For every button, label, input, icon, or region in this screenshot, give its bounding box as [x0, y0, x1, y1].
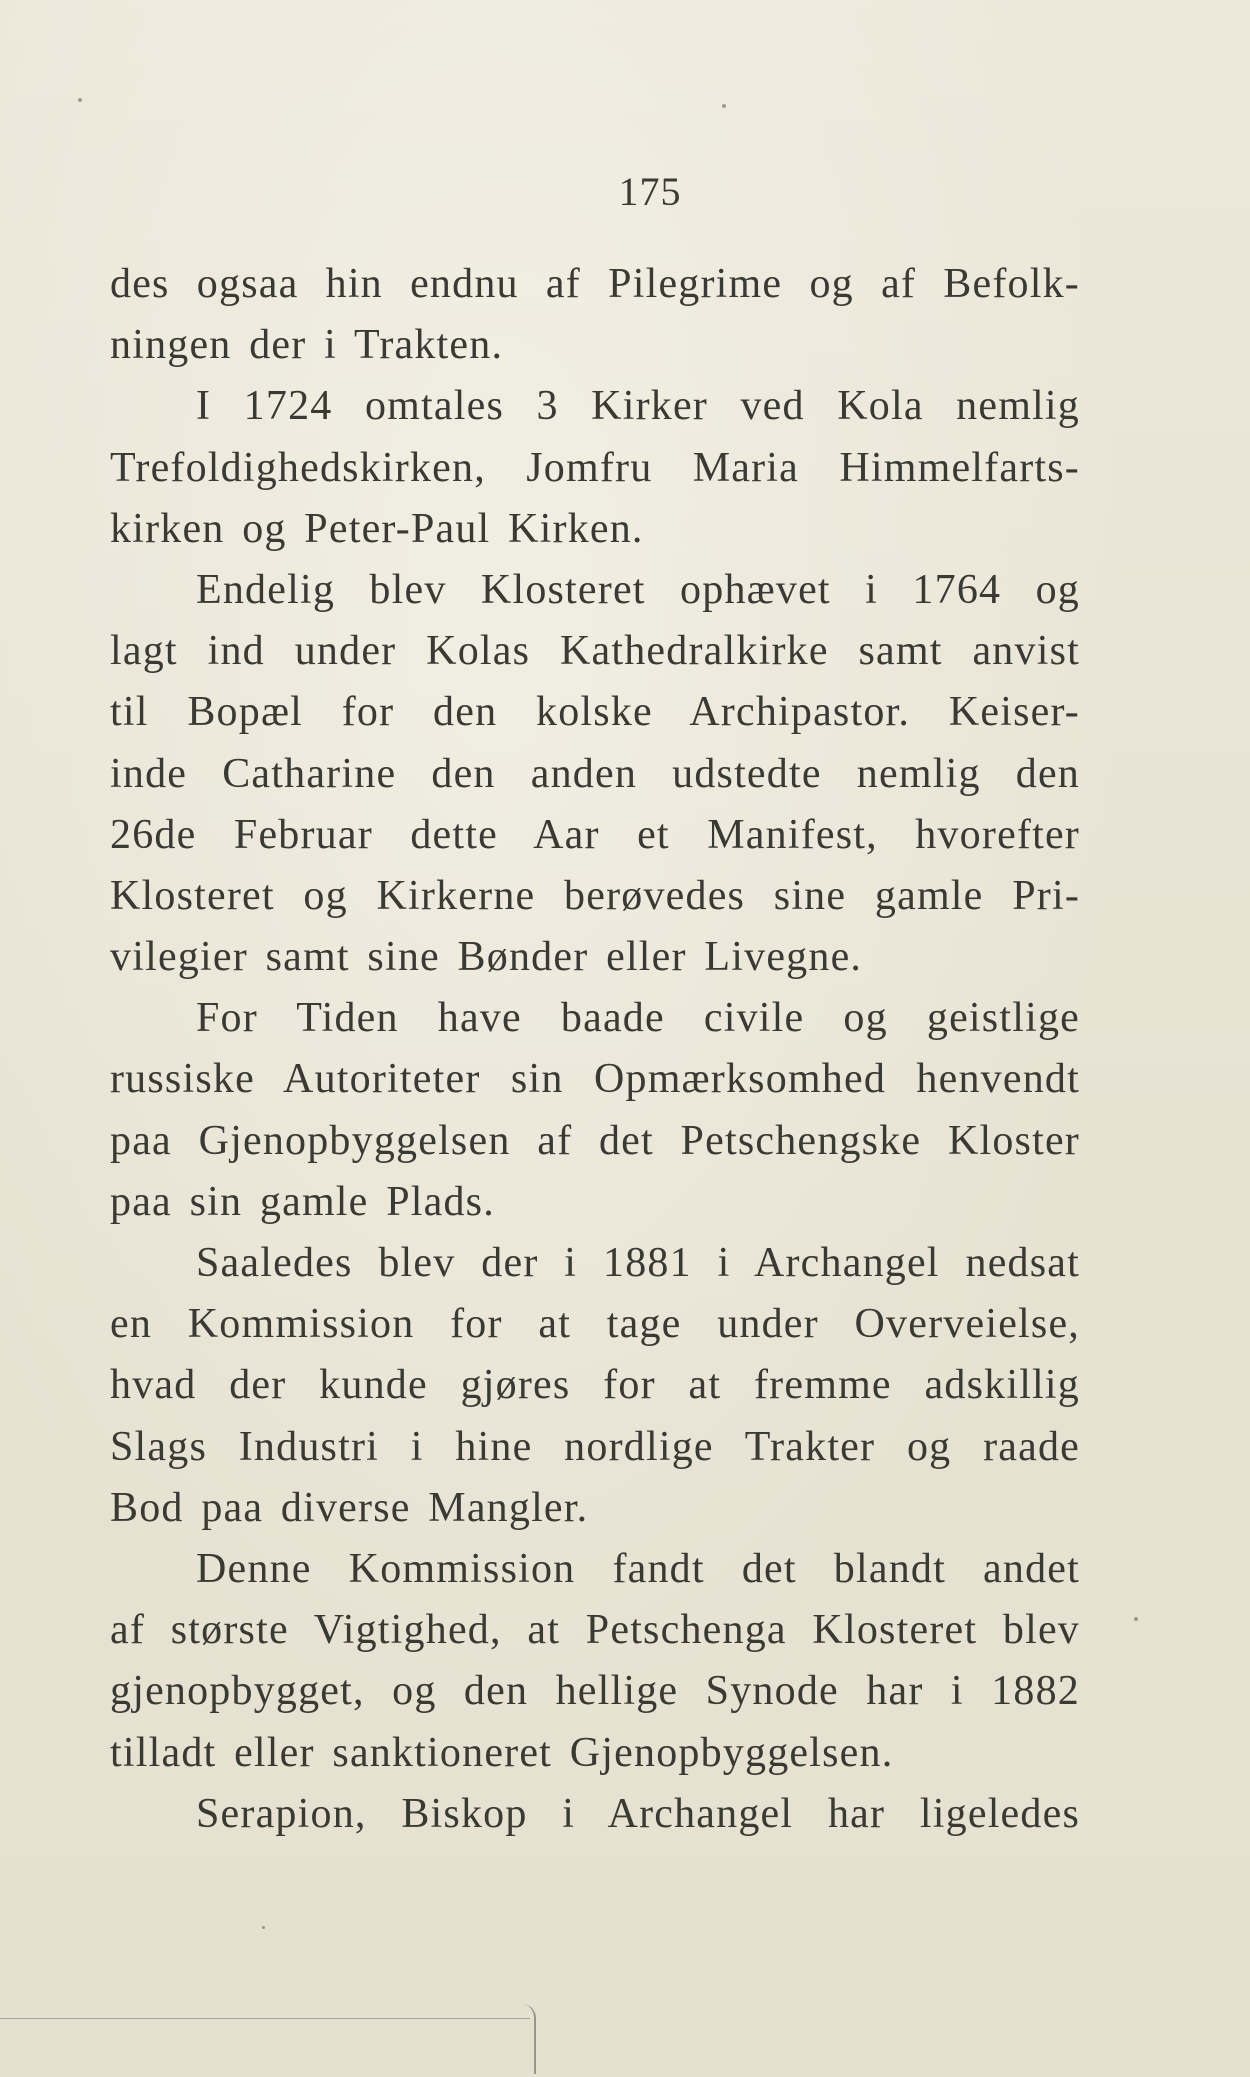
- paper-speck: [722, 104, 726, 108]
- text-line: des ogsaa hin endnu af Pilegrime og af Befolk-: [110, 261, 1080, 307]
- paper-speck: [78, 98, 82, 102]
- text-line: Denne Kommission fandt det blandt andet: [196, 1545, 1080, 1592]
- text-line: russiske Autoriteter sin Opmærksomhed henvendt: [110, 1056, 1080, 1103]
- text-line: Trefoldighedskirken, Jomfru Maria Himmelfarts-: [110, 444, 1080, 491]
- text-line: af største Vigtighed, at Petschenga Klosteret blev: [110, 1607, 1080, 1654]
- text-line: I 1724 omtales 3 Kirker ved Kola nemlig: [196, 383, 1080, 430]
- text-line: paa sin gamle Plads.: [110, 1178, 495, 1225]
- text-line: Bod paa diverse Mangler.: [110, 1484, 589, 1531]
- text-line: hvad der kunde gjøres for at fremme adskillig: [110, 1362, 1080, 1409]
- text-line: Slags Industri i hine nordlige Trakter og raade: [110, 1423, 1080, 1470]
- text-line: For Tiden have baade civile og geistlige: [196, 995, 1080, 1042]
- text-line: 26de Februar dette Aar et Manifest, hvorefter: [110, 811, 1080, 858]
- body-text: [110, 254, 1080, 1845]
- text-line: gjenopbygget, og den hellige Synode har i 1882: [110, 1668, 1080, 1715]
- text-line: tilladt eller sanktioneret Gjenopbyggelsen.: [110, 1729, 894, 1776]
- text-line: Klosteret og Kirkerne berøvedes sine gamle Pri-: [110, 872, 1080, 919]
- text-line: Serapion, Biskop i Archangel har ligeledes: [196, 1790, 1080, 1837]
- text-line: til Bopæl for den kolske Archipastor. Keiser-: [110, 689, 1080, 736]
- text-line: paa Gjenopbyggelsen af det Petschengske Kloster: [110, 1117, 1080, 1164]
- paper-speck: [262, 1926, 265, 1929]
- text-line: Endelig blev Klosteret ophævet i 1764 og: [196, 566, 1080, 613]
- text-line: lagt ind under Kolas Kathedralkirke samt anvist: [110, 628, 1080, 675]
- text-line: inde Catharine den anden udstedte nemlig den: [110, 750, 1080, 797]
- bottom-edge-line: [0, 2018, 530, 2019]
- page-number: 175: [618, 169, 682, 214]
- text-line: ningen der i Trakten.: [110, 322, 504, 369]
- text-line: Saaledes blev der i 1881 i Archangel nedsat: [196, 1240, 1080, 1286]
- bottom-edge-bracket: [520, 2004, 536, 2074]
- text-line: kirken og Peter-Paul Kirken.: [110, 505, 644, 552]
- text-line: en Kommission for at tage under Overveielse,: [110, 1301, 1080, 1348]
- text-line: vilegier samt sine Bønder eller Livegne.: [110, 934, 863, 981]
- paper-speck: [1134, 1617, 1138, 1621]
